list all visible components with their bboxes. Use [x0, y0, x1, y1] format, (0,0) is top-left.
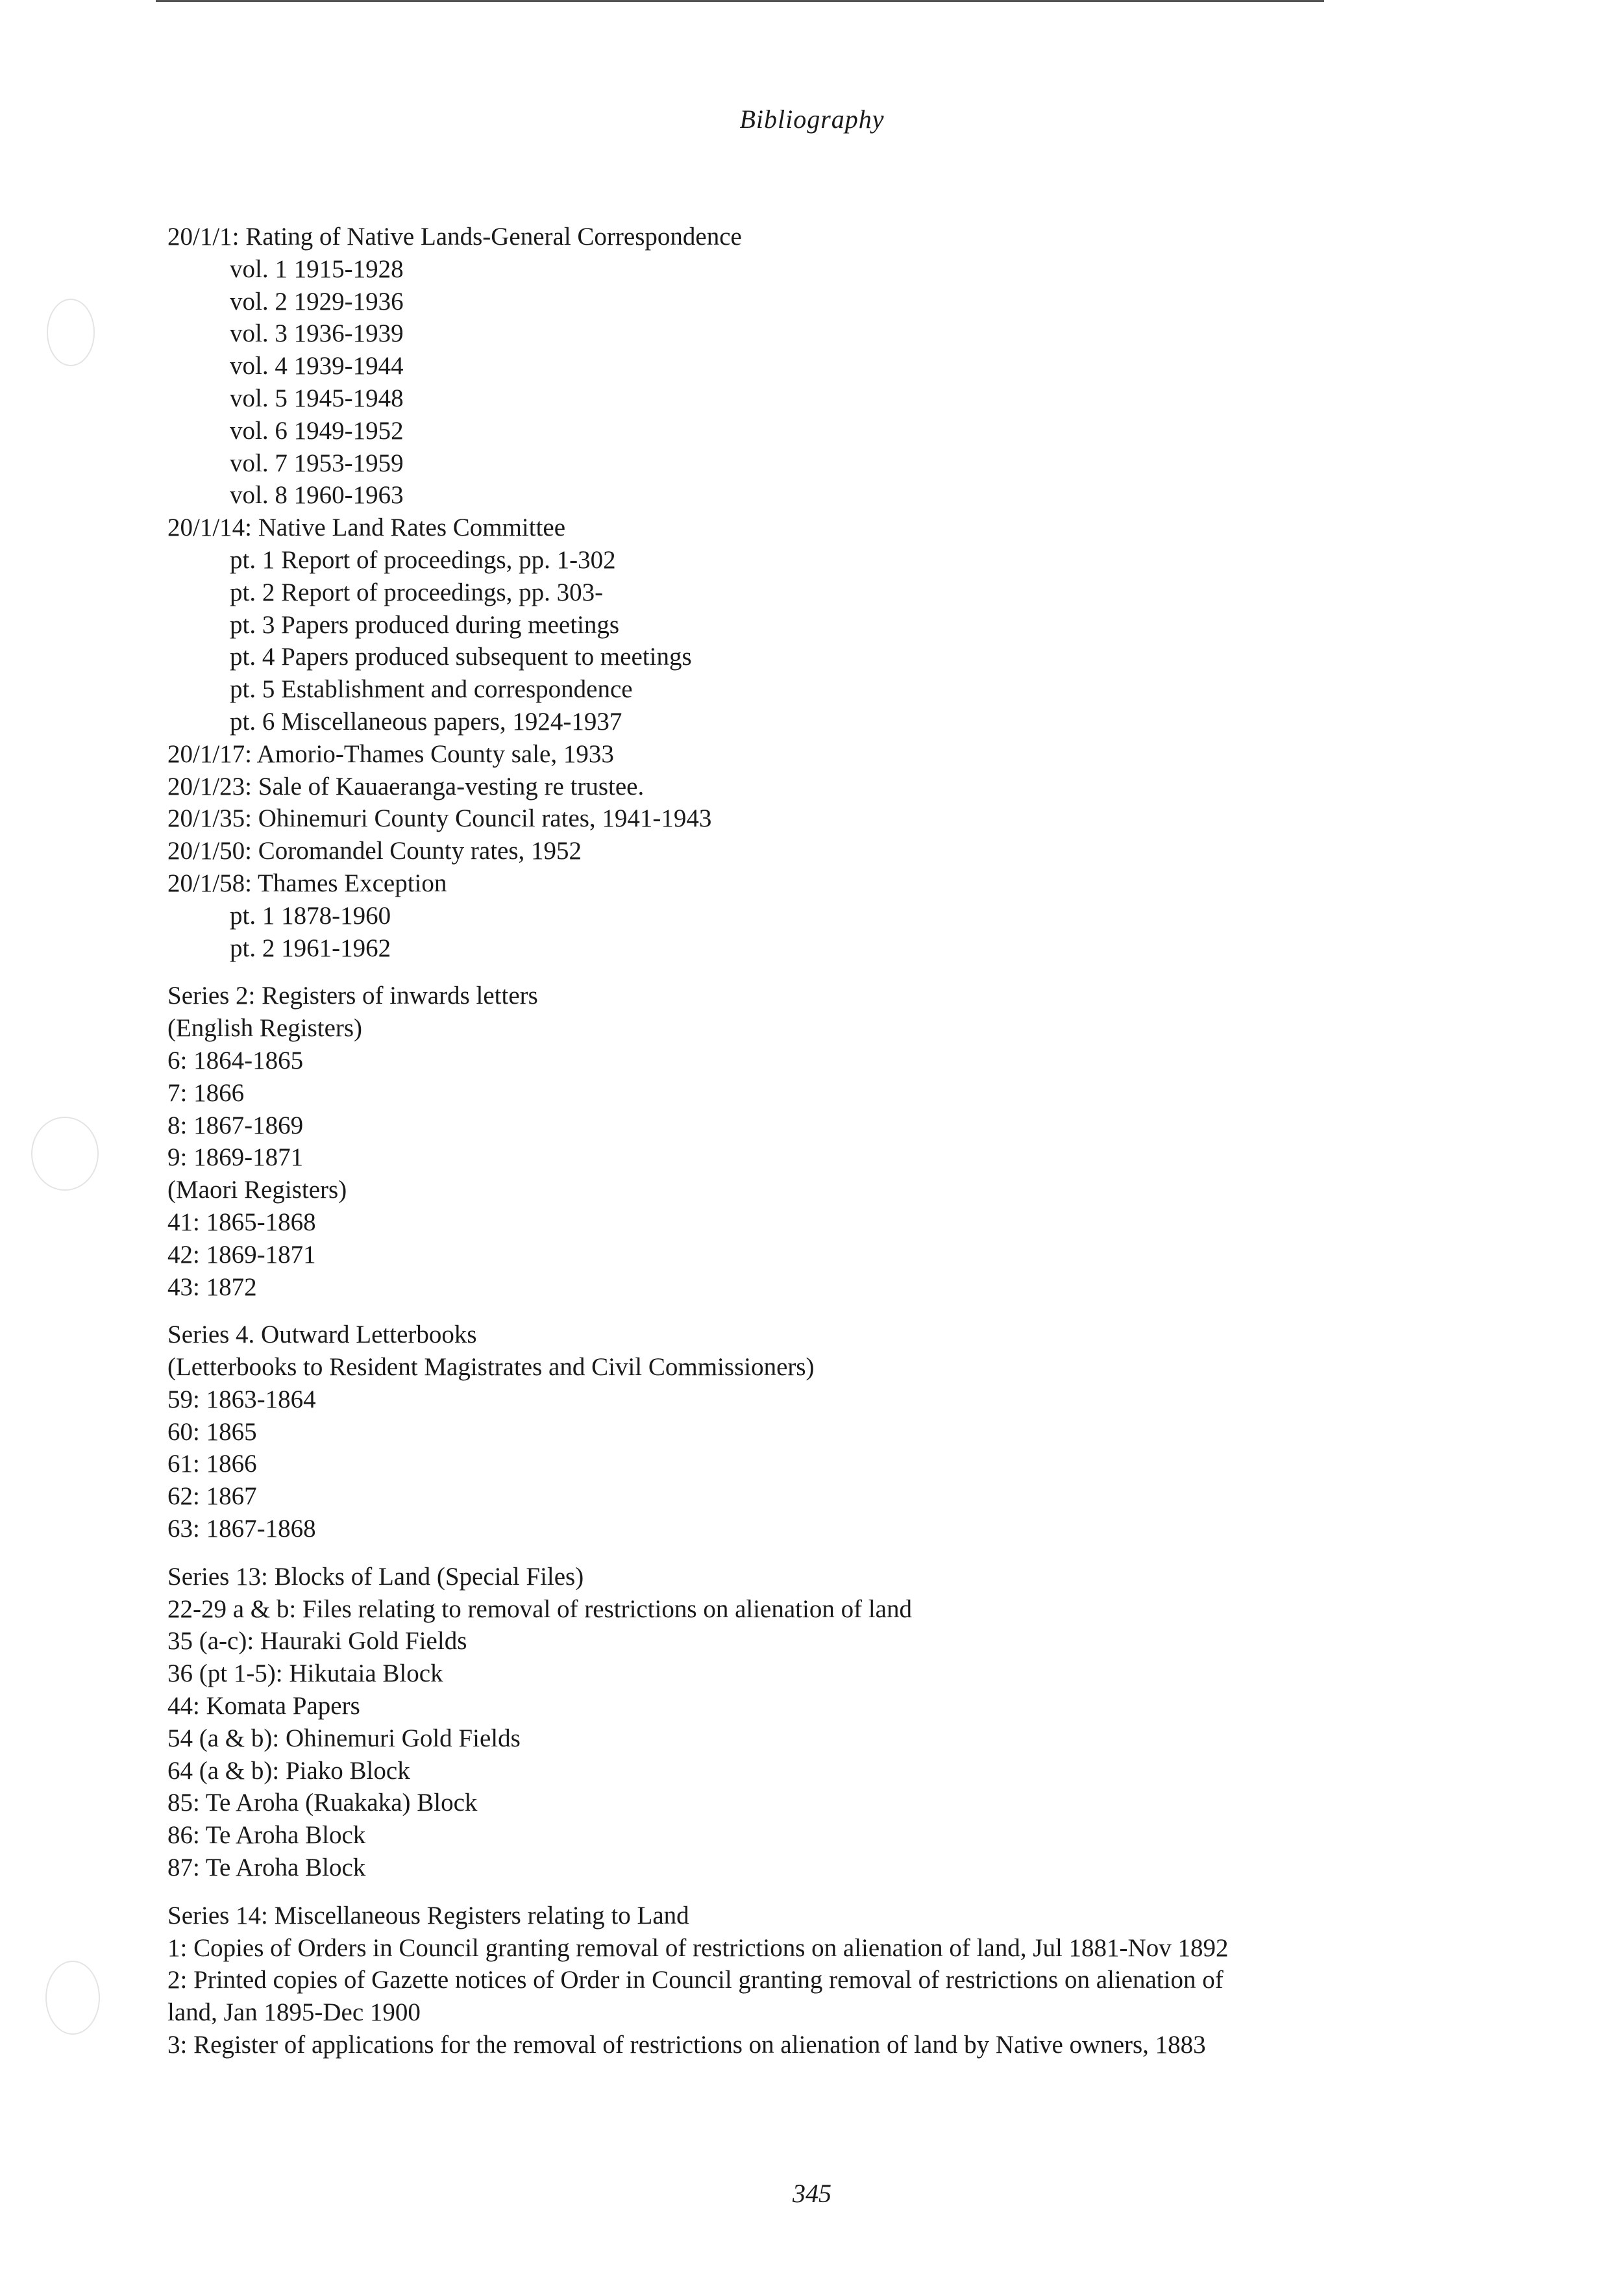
entry-line: 1: Copies of Orders in Council granting removal of restrictions on alienation of land, Jul 1881-Nov 1892	[167, 1933, 1229, 1962]
section-gap	[167, 964, 1518, 980]
bibliography-body	[167, 221, 1518, 2061]
entry-line: 20/1/35: Ohinemuri County Council rates, 1941-1943	[167, 804, 712, 833]
sub-entry: pt. 1 1878-1960	[230, 901, 391, 930]
entry-line: Series 2: Registers of inwards letters	[167, 982, 538, 1010]
top-rule	[156, 0, 1324, 2]
entry-line: 85: Te Aroha (Ruakaka) Block	[167, 1789, 478, 1817]
entry-line: (Maori Registers)	[167, 1176, 347, 1204]
section-gap	[167, 1303, 1518, 1319]
entry-line: 9: 1869-1871	[167, 1143, 304, 1172]
running-title: Bibliography	[739, 105, 885, 134]
bibliography-section	[167, 980, 1518, 1303]
entry-line: 8: 1867-1869	[167, 1111, 304, 1139]
sub-entry: vol. 1 1915-1928	[230, 254, 404, 283]
sub-entry: vol. 3 1936-1939	[230, 319, 404, 348]
entry-line: 63: 1867-1868	[167, 1515, 316, 1543]
bibliography-section	[167, 1900, 1518, 2061]
entry-line: 59: 1863-1864	[167, 1385, 316, 1413]
entry-line: 36 (pt 1-5): Hikutaia Block	[167, 1659, 443, 1688]
bibliography-section	[167, 1561, 1518, 1884]
entry-line: 6: 1864-1865	[167, 1046, 304, 1074]
entry-line: 20/1/14: Native Land Rates Committee	[167, 514, 566, 542]
entry-line: 61: 1866	[167, 1450, 257, 1478]
entry-line: 7: 1866	[167, 1078, 245, 1107]
entry-line: (Letterbooks to Resident Magistrates and Civil Commissioners)	[167, 1353, 815, 1382]
entry-line: 20/1/23: Sale of Kauaeranga-vesting re trustee.	[167, 772, 645, 800]
entry-line: land, Jan 1895-Dec 1900	[167, 1998, 421, 2027]
scan-hole-mark	[47, 299, 95, 366]
entry-line: Series 13: Blocks of Land (Special Files)	[167, 1562, 584, 1591]
entry-line: 20/1/17: Amorio-Thames County sale, 1933	[167, 739, 614, 768]
section-gap	[167, 1545, 1518, 1561]
entry-line: 20/1/58: Thames Exception	[167, 869, 447, 897]
sub-entry: pt. 2 1961-1962	[230, 934, 391, 962]
sub-entry: vol. 7 1953-1959	[230, 449, 404, 477]
entry-line: 35 (a-c): Hauraki Gold Fields	[167, 1627, 467, 1656]
entry-line: 20/1/1: Rating of Native Lands-General Correspondence	[167, 223, 742, 251]
scan-hole-mark	[31, 1117, 99, 1191]
sub-entry: pt. 6 Miscellaneous papers, 1924-1937	[230, 707, 622, 736]
entry-line: 2: Printed copies of Gazette notices of Order in Council granting removal of restrictions on alienation of	[167, 1966, 1224, 1994]
entry-line: (English Registers)	[167, 1014, 363, 1043]
section-gap	[167, 1884, 1518, 1900]
bibliography-section	[167, 1319, 1518, 1545]
entry-line: 3: Register of applications for the removal of restrictions on alienation of land by Native owners, 1883	[167, 2031, 1206, 2059]
sub-entry: pt. 5 Establishment and correspondence	[230, 675, 633, 704]
entry-line: 42: 1869-1871	[167, 1240, 316, 1269]
sub-entry: vol. 2 1929-1936	[230, 287, 404, 316]
entry-line: 54 (a & b): Ohinemuri Gold Fields	[167, 1724, 521, 1752]
entry-line: 60: 1865	[167, 1417, 257, 1446]
page-number: 345	[793, 2179, 831, 2208]
entry-line: 87: Te Aroha Block	[167, 1854, 366, 1882]
entry-line: Series 14: Miscellaneous Registers relating to Land	[167, 1901, 689, 1930]
entry-line: 43: 1872	[167, 1272, 257, 1301]
bibliography-section	[167, 221, 1518, 964]
sub-entry: pt. 1 Report of proceedings, pp. 1-302	[230, 545, 616, 574]
sub-entry: vol. 4 1939-1944	[230, 352, 404, 380]
entry-line: 44: Komata Papers	[167, 1692, 360, 1720]
entry-line: 22-29 a & b: Files relating to removal of restrictions on alienation of land	[167, 1595, 912, 1623]
entry-line: 20/1/50: Coromandel County rates, 1952	[167, 837, 582, 865]
sub-entry: pt. 4 Papers produced subsequent to meetings	[230, 643, 692, 671]
entry-line: 62: 1867	[167, 1482, 257, 1511]
sub-entry: vol. 5 1945-1948	[230, 384, 404, 412]
sub-entry: pt. 2 Report of proceedings, pp. 303-	[230, 578, 604, 606]
scan-hole-mark	[45, 1961, 100, 2035]
sub-entry: vol. 8 1960-1963	[230, 481, 404, 510]
entry-line: 86: Te Aroha Block	[167, 1821, 366, 1850]
entry-line: 41: 1865-1868	[167, 1208, 316, 1236]
entry-line: Series 4. Outward Letterbooks	[167, 1321, 477, 1349]
entry-line: 64 (a & b): Piako Block	[167, 1756, 410, 1785]
sub-entry: pt. 3 Papers produced during meetings	[230, 610, 620, 639]
sub-entry: vol. 6 1949-1952	[230, 416, 404, 445]
